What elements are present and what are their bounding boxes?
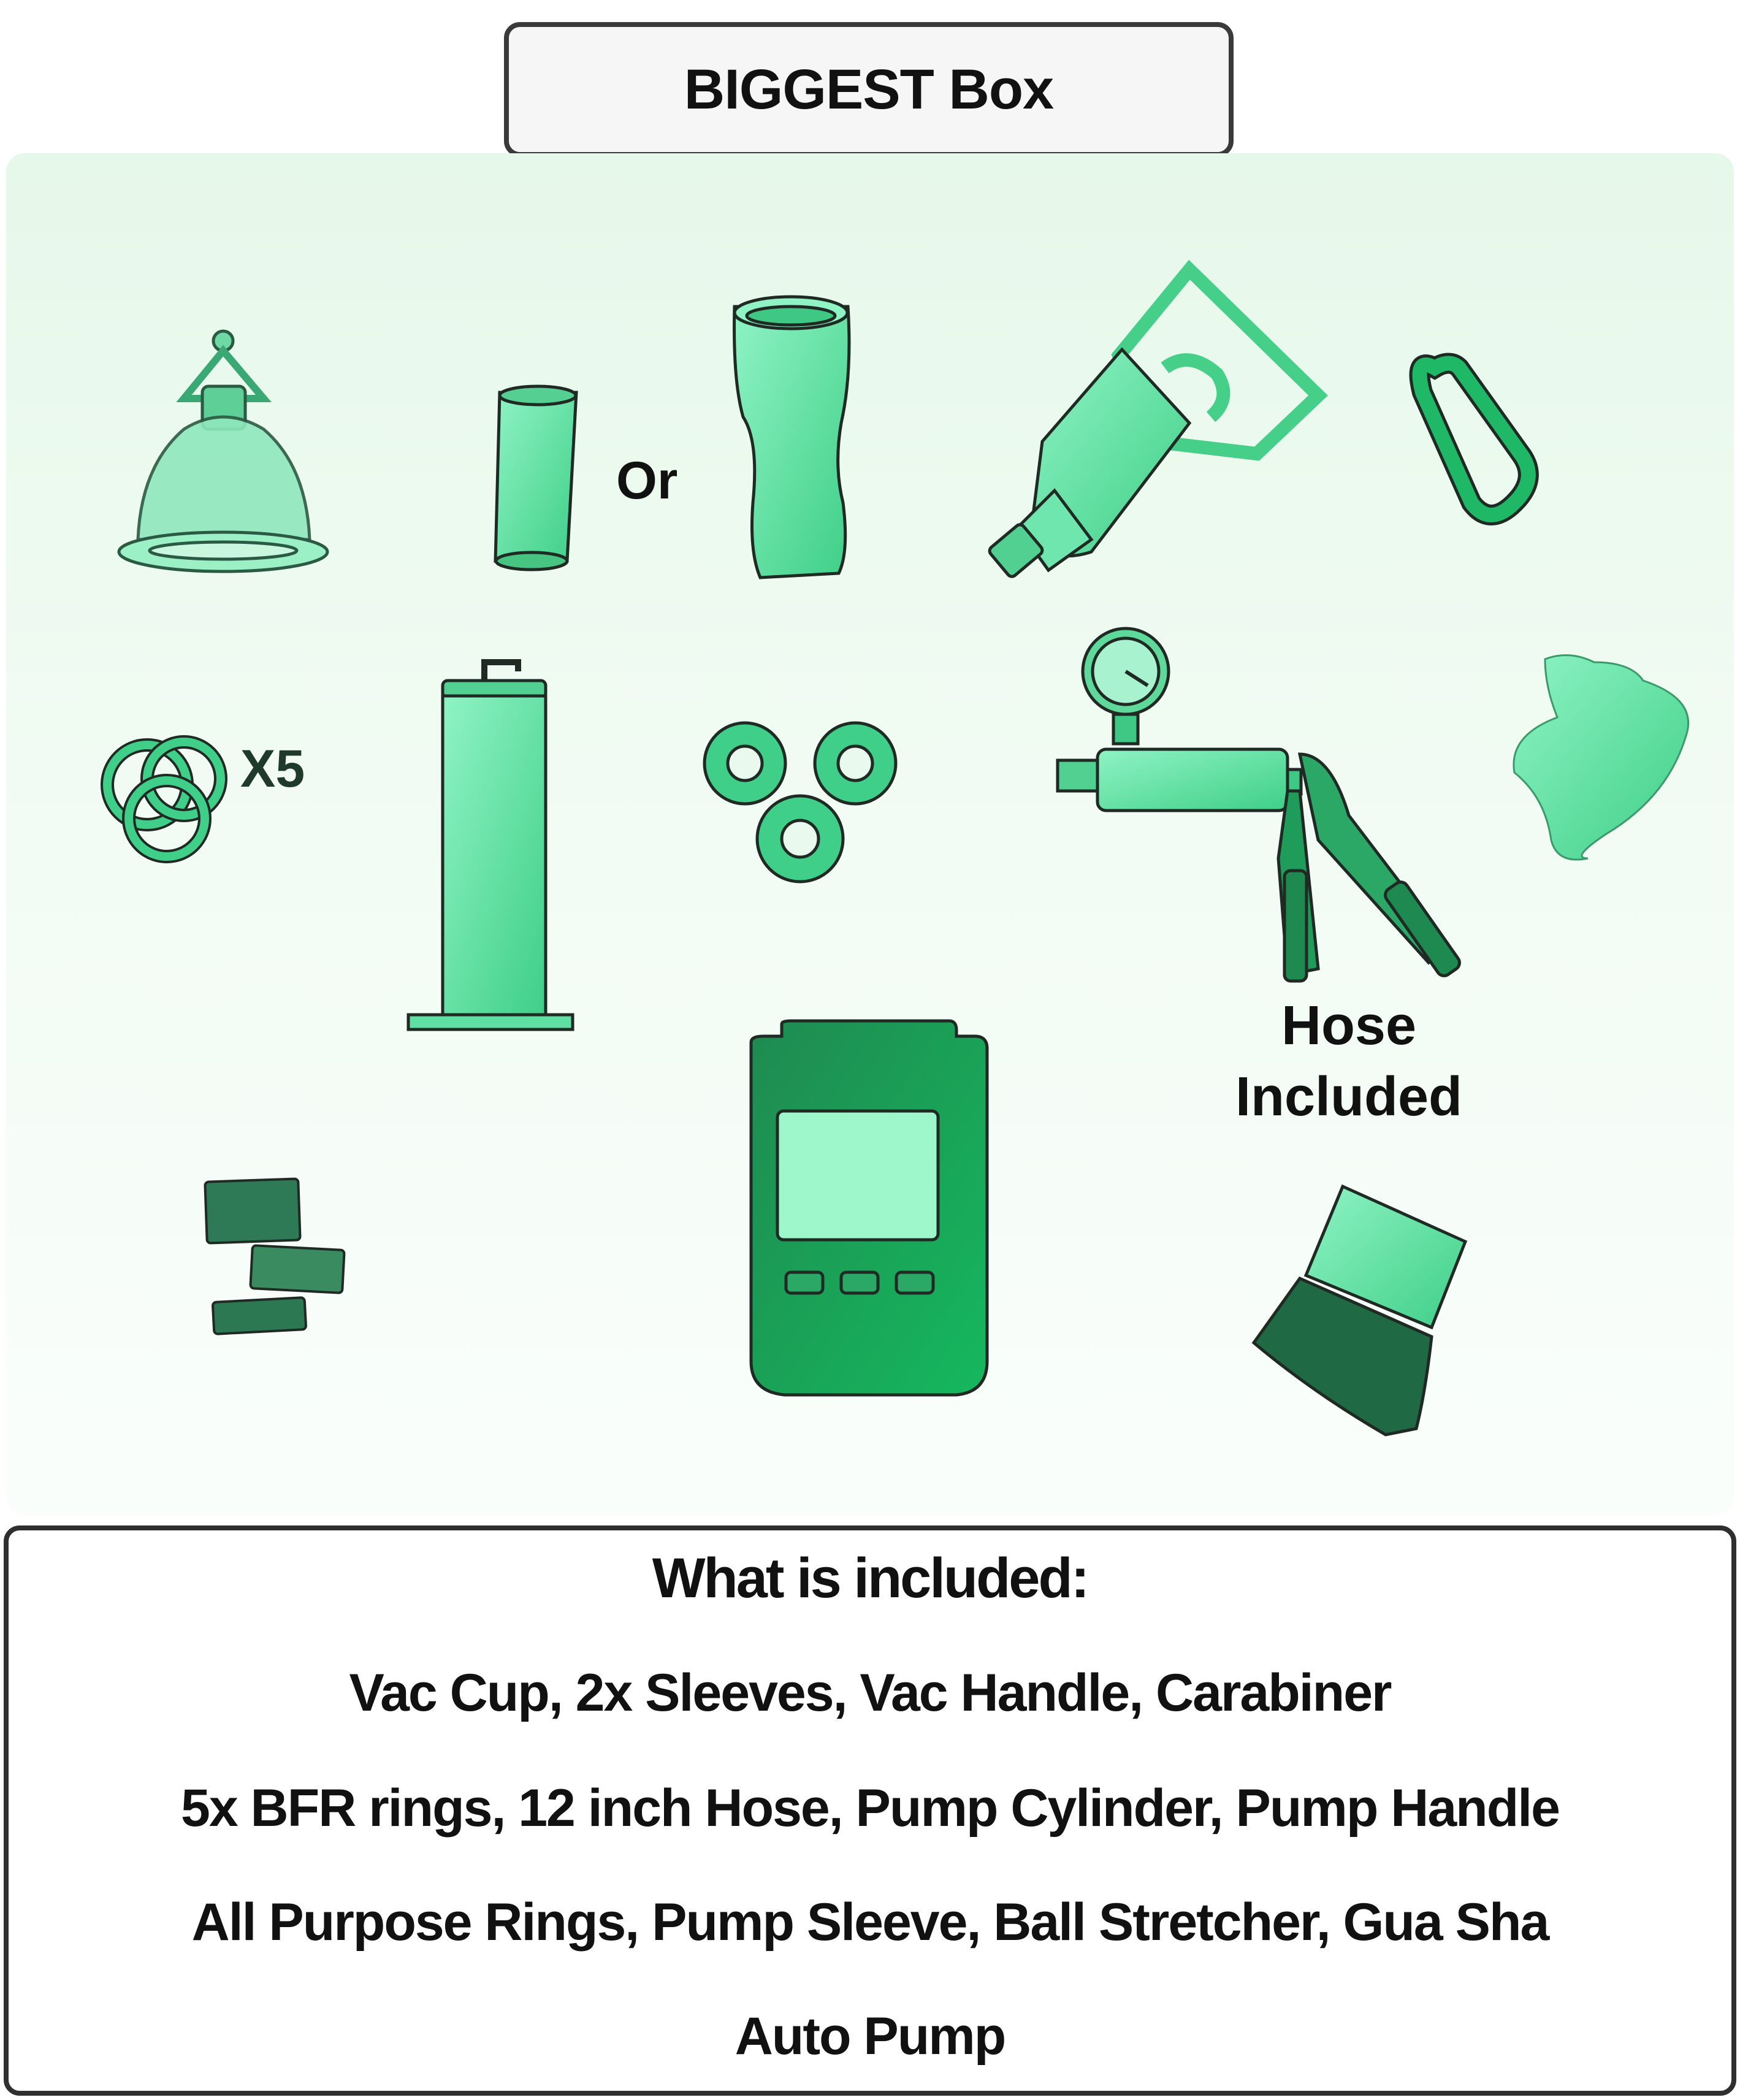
pump-cylinder-icon	[408, 662, 573, 1029]
auto-pump-icon	[751, 1021, 987, 1395]
included-line-1: Vac Cup, 2x Sleeves, Vac Handle, Carabiner	[349, 1663, 1391, 1722]
pump-sleeve-icon	[205, 1178, 344, 1334]
vac-handle-icon	[988, 270, 1318, 578]
small-sleeve-icon	[495, 386, 576, 570]
carabiner-icon	[1420, 364, 1528, 516]
included-line-2: 5x BFR rings, 12 inch Hose, Pump Cylinder, Pump Handle	[181, 1779, 1559, 1838]
page-title: BIGGEST Box	[684, 58, 1054, 121]
hose-label-line1: Hose	[1281, 995, 1417, 1056]
included-line-4: Auto Pump	[735, 2007, 1005, 2066]
or-label: Or	[616, 451, 678, 510]
vac-cup-icon	[119, 331, 327, 571]
hose-label-line2: Included	[1235, 1066, 1463, 1128]
bfr-count-label: X5	[240, 739, 305, 798]
included-line-3: All Purpose Rings, Pump Sleeve, Ball Stretcher, Gua Sha	[191, 1893, 1549, 1952]
included-heading: What is included:	[652, 1547, 1088, 1609]
hose-included-label	[1208, 990, 1490, 1132]
large-sleeve-icon	[735, 297, 849, 578]
gua-sha-icon	[1514, 655, 1688, 860]
ball-stretcher-icon	[1254, 1186, 1465, 1435]
bfr-rings-icon	[107, 742, 221, 857]
pump-handle-icon	[1058, 628, 1462, 981]
all-purpose-rings-icon	[704, 723, 896, 882]
